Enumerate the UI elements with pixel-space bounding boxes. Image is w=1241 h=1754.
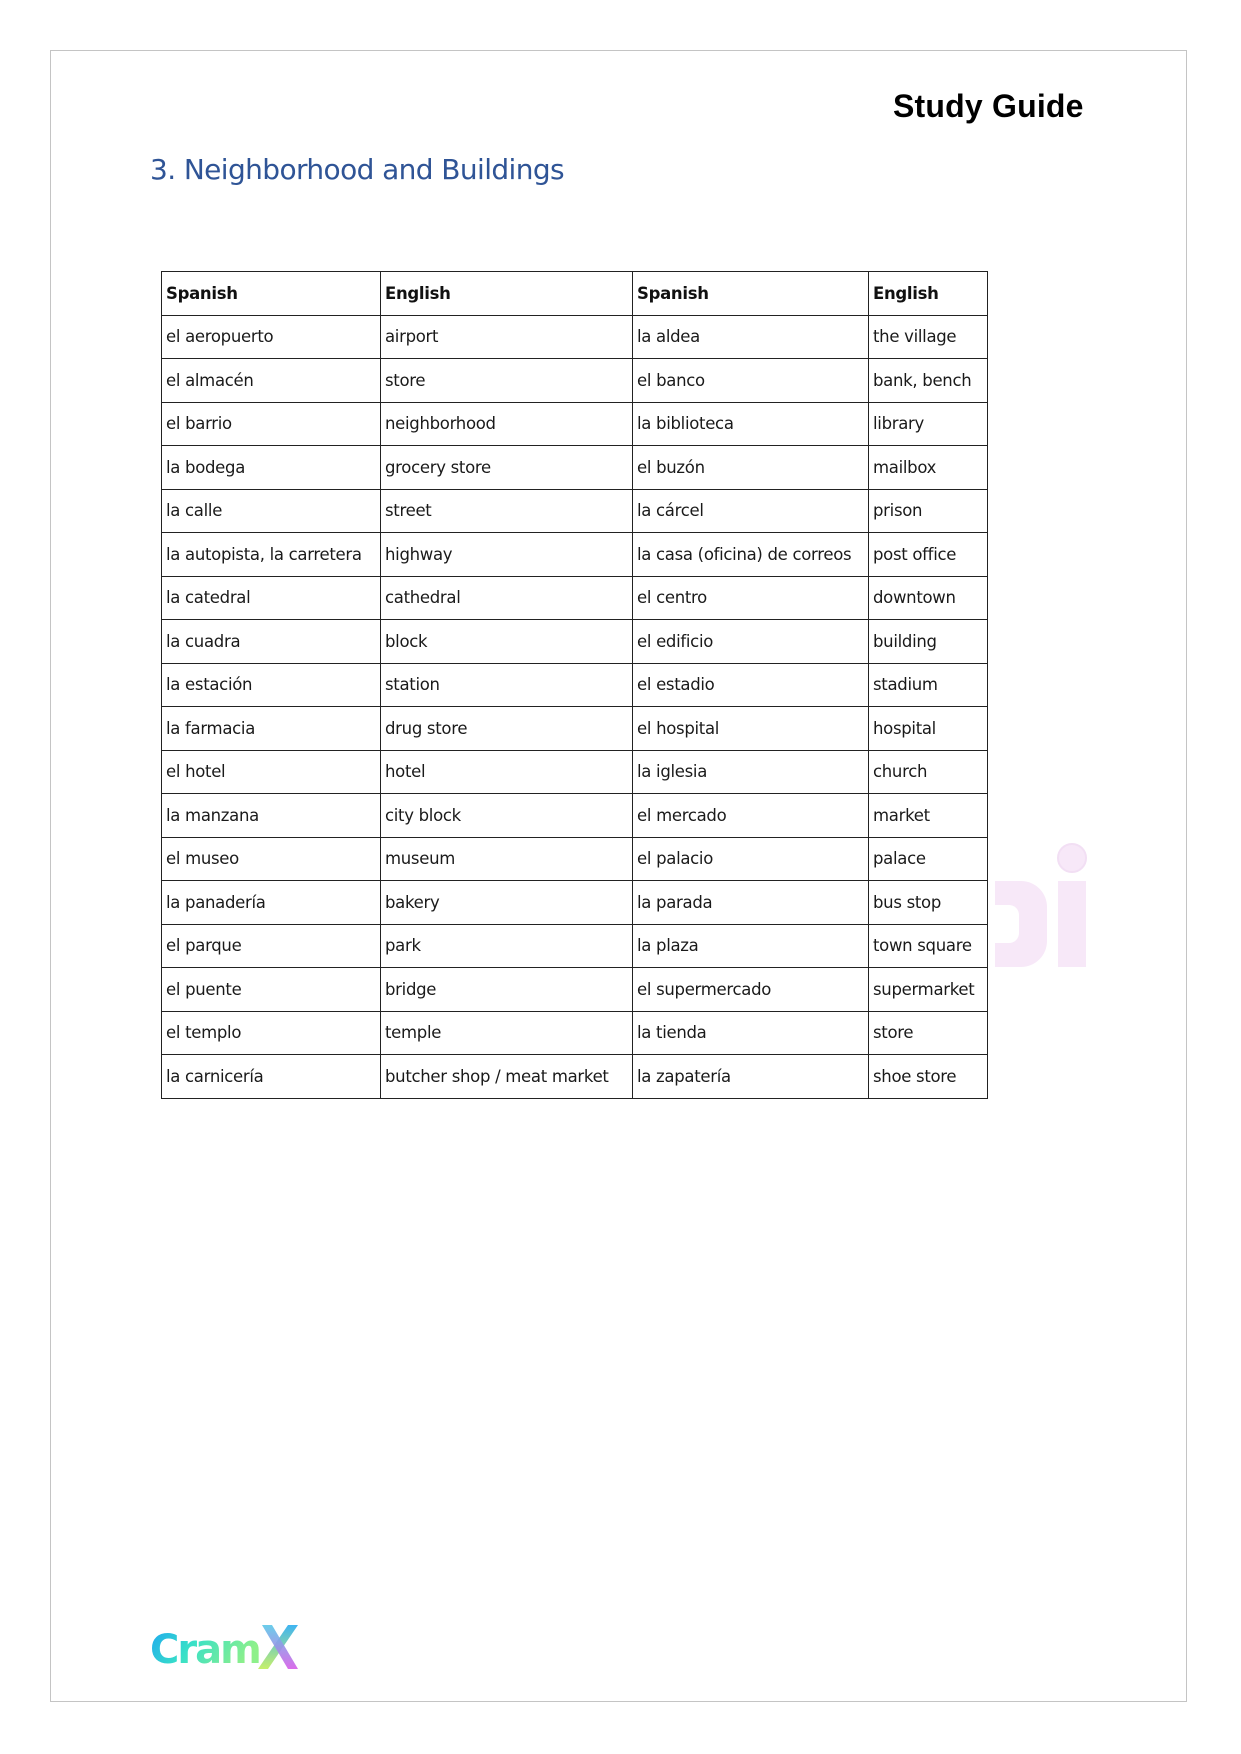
table-cell-english-translation: store <box>869 1011 988 1055</box>
table-cell-spanish-term: la parada <box>633 881 869 925</box>
table-cell-spanish-term: el edificio <box>633 620 869 664</box>
table-cell-english-translation: church <box>869 750 988 794</box>
table-cell-english-translation: city block <box>381 794 633 838</box>
table-cell-english-translation: bridge <box>381 968 633 1012</box>
table-cell-english-translation: neighborhood <box>381 402 633 446</box>
table-cell-spanish-term: el centro <box>633 576 869 620</box>
column-header-english-2: English <box>869 272 988 316</box>
table-cell-spanish-term: la bodega <box>162 446 381 490</box>
table-cell-spanish-term: el hospital <box>633 707 869 751</box>
table-cell-english-translation: bakery <box>381 881 633 925</box>
table-cell-english-translation: library <box>869 402 988 446</box>
table-row <box>162 533 988 577</box>
table-cell-spanish-term: la calle <box>162 489 381 533</box>
table-cell-english-translation: butcher shop / meat market <box>381 1055 633 1099</box>
table-cell-english-translation: hospital <box>869 707 988 751</box>
table-header-row <box>162 272 988 316</box>
table-cell-english-translation: prison <box>869 489 988 533</box>
table-cell-spanish-term: la panadería <box>162 881 381 925</box>
column-header-spanish-1: Spanish <box>162 272 381 316</box>
table-cell-english-translation: downtown <box>869 576 988 620</box>
table-row <box>162 794 988 838</box>
table-row <box>162 1011 988 1055</box>
table-cell-english-translation: station <box>381 663 633 707</box>
table-cell-spanish-term: el mercado <box>633 794 869 838</box>
table-cell-spanish-term: la tienda <box>633 1011 869 1055</box>
column-header-english-1: English <box>381 272 633 316</box>
table-body <box>162 315 988 1098</box>
table-cell-english-translation: hotel <box>381 750 633 794</box>
table-cell-english-translation: museum <box>381 837 633 881</box>
table-cell-english-translation: block <box>381 620 633 664</box>
table-row <box>162 489 988 533</box>
cramx-logo-icon <box>150 1621 300 1673</box>
table-row <box>162 359 988 403</box>
table-cell-english-translation: post office <box>869 533 988 577</box>
table-cell-spanish-term: la catedral <box>162 576 381 620</box>
table-row <box>162 315 988 359</box>
table-cell-spanish-term: la iglesia <box>633 750 869 794</box>
table-cell-english-translation: airport <box>381 315 633 359</box>
table-cell-english-translation: building <box>869 620 988 664</box>
table-row <box>162 576 988 620</box>
table-row <box>162 446 988 490</box>
watermark-letter-i-stem <box>1058 881 1086 967</box>
table-cell-spanish-term: el hotel <box>162 750 381 794</box>
table-cell-spanish-term: la zapatería <box>633 1055 869 1099</box>
table-row <box>162 968 988 1012</box>
table-cell-spanish-term: el parque <box>162 924 381 968</box>
table-cell-english-translation: town square <box>869 924 988 968</box>
cramx-logo <box>150 1621 300 1673</box>
table-cell-english-translation: bank, bench <box>869 359 988 403</box>
table-row <box>162 881 988 925</box>
section-title: 3. Neighborhood and Buildings <box>150 153 565 186</box>
table-cell-spanish-term: la aldea <box>633 315 869 359</box>
table-cell-spanish-term: la manzana <box>162 794 381 838</box>
table-row <box>162 707 988 751</box>
table-cell-spanish-term: el palacio <box>633 837 869 881</box>
table-cell-english-translation: cathedral <box>381 576 633 620</box>
table-cell-english-translation: shoe store <box>869 1055 988 1099</box>
table-cell-english-translation: highway <box>381 533 633 577</box>
vocabulary-table <box>161 271 988 1099</box>
table-cell-english-translation: drug store <box>381 707 633 751</box>
table-cell-english-translation: temple <box>381 1011 633 1055</box>
table-cell-english-translation: market <box>869 794 988 838</box>
table-cell-spanish-term: la casa (oficina) de correos <box>633 533 869 577</box>
table-cell-spanish-term: la biblioteca <box>633 402 869 446</box>
table-cell-spanish-term: la plaza <box>633 924 869 968</box>
table-cell-spanish-term: el supermercado <box>633 968 869 1012</box>
table-cell-english-translation: bus stop <box>869 881 988 925</box>
table-cell-english-translation: palace <box>869 837 988 881</box>
table-row <box>162 402 988 446</box>
table-cell-english-translation: stadium <box>869 663 988 707</box>
table-cell-spanish-term: el banco <box>633 359 869 403</box>
table-row <box>162 837 988 881</box>
table-cell-spanish-term: la estación <box>162 663 381 707</box>
table-cell-spanish-term: la cuadra <box>162 620 381 664</box>
watermark-letter-a-counter <box>995 905 1019 943</box>
column-header-spanish-2: Spanish <box>633 272 869 316</box>
table-cell-spanish-term: el templo <box>162 1011 381 1055</box>
table-cell-english-translation: store <box>381 359 633 403</box>
table-row <box>162 1055 988 1099</box>
table-cell-spanish-term: el barrio <box>162 402 381 446</box>
ai-watermark <box>995 843 1091 968</box>
table-cell-spanish-term: la autopista, la carretera <box>162 533 381 577</box>
table-row <box>162 620 988 664</box>
table-cell-spanish-term: el puente <box>162 968 381 1012</box>
table-cell-spanish-term: el museo <box>162 837 381 881</box>
watermark-letter-i-dot <box>1057 843 1087 873</box>
table-row <box>162 663 988 707</box>
table-cell-spanish-term: la cárcel <box>633 489 869 533</box>
svg-text:Cram: Cram <box>150 1627 260 1673</box>
table-cell-spanish-term: la carnicería <box>162 1055 381 1099</box>
table-cell-english-translation: park <box>381 924 633 968</box>
table-cell-spanish-term: la farmacia <box>162 707 381 751</box>
study-guide-label: Study Guide <box>893 88 1084 124</box>
table-cell-spanish-term: el almacén <box>162 359 381 403</box>
table-cell-english-translation: grocery store <box>381 446 633 490</box>
table-cell-spanish-term: el buzón <box>633 446 869 490</box>
table-cell-english-translation: street <box>381 489 633 533</box>
table-cell-english-translation: the village <box>869 315 988 359</box>
table-cell-english-translation: mailbox <box>869 446 988 490</box>
table-cell-spanish-term: el aeropuerto <box>162 315 381 359</box>
table-cell-spanish-term: el estadio <box>633 663 869 707</box>
table-cell-english-translation: supermarket <box>869 968 988 1012</box>
table-row <box>162 750 988 794</box>
table-row <box>162 924 988 968</box>
